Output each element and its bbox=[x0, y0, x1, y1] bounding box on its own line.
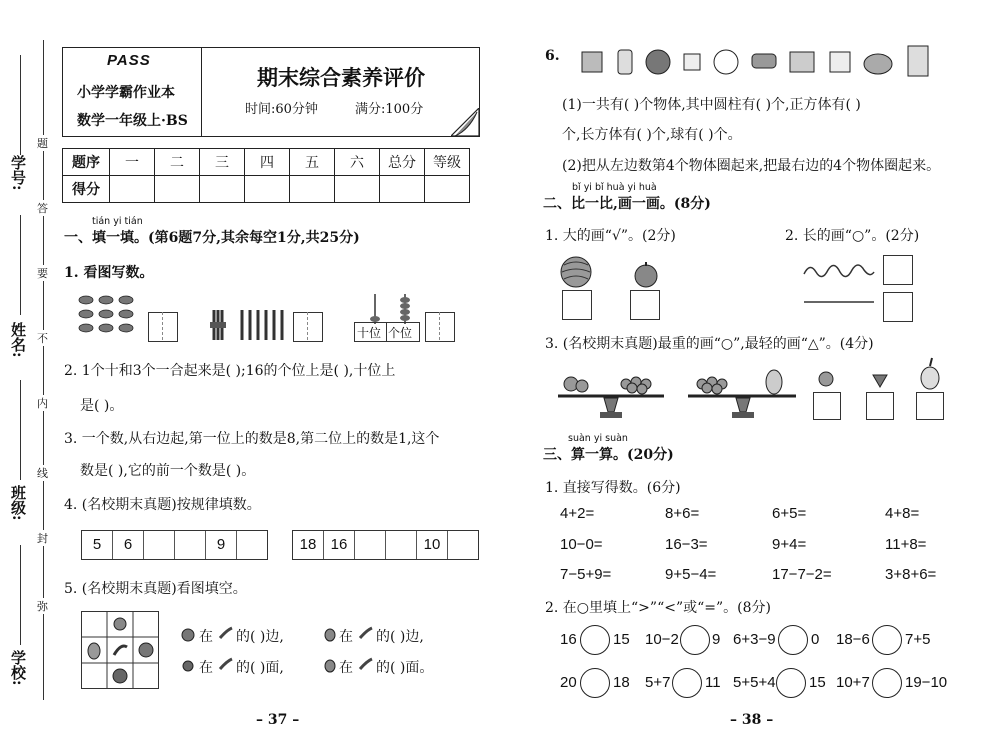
objects-row bbox=[578, 44, 938, 80]
id-write-line[interactable] bbox=[20, 55, 21, 155]
page-number-left: – 37 – bbox=[256, 712, 300, 728]
card-divider bbox=[201, 48, 202, 136]
score-header: 三 bbox=[200, 149, 245, 176]
seq-cell[interactable] bbox=[237, 531, 267, 559]
s2-q3: 3. (名校期末真题)最重的画“○”,最轻的画“△”。(4分) bbox=[545, 336, 874, 352]
class-label: 班级: bbox=[9, 485, 27, 521]
seq-cell: 10 bbox=[417, 531, 448, 559]
cmp-left: 6+3−9 bbox=[733, 631, 776, 648]
pineapple-icon bbox=[322, 655, 338, 673]
score-cell[interactable] bbox=[200, 176, 245, 203]
seq-cell[interactable] bbox=[386, 531, 417, 559]
page-number-right: – 38 – bbox=[730, 712, 774, 728]
cmp-left: 5+7 bbox=[645, 674, 671, 691]
cmp-right: 7+5 bbox=[905, 631, 931, 648]
section2-title: 二、比一比,画一画。(8分) bbox=[543, 196, 711, 212]
abacus-divider bbox=[386, 323, 387, 341]
calc-item: 10−0= bbox=[560, 536, 603, 553]
banana-icon bbox=[357, 626, 375, 642]
score-header: 五 bbox=[290, 149, 335, 176]
balance-scale-2 bbox=[686, 360, 798, 422]
fruit-grid bbox=[81, 611, 159, 689]
seal-char: 要 bbox=[37, 267, 48, 280]
strawberry-icon bbox=[870, 370, 890, 388]
calc-item: 4+2= bbox=[560, 505, 595, 522]
apple-icon bbox=[180, 626, 196, 642]
q5-text: 在 bbox=[199, 660, 213, 676]
calc-item: 8+6= bbox=[665, 505, 700, 522]
score-cell[interactable] bbox=[425, 176, 470, 203]
section2-pinyin: bǐ yi bǐ huà yi huà bbox=[572, 182, 657, 193]
calc-item: 3+8+6= bbox=[885, 566, 937, 583]
score-cell[interactable] bbox=[110, 176, 155, 203]
q5-text: 在 bbox=[199, 629, 213, 645]
cmp-right: 18 bbox=[613, 674, 630, 691]
school-write-line[interactable] bbox=[20, 545, 21, 645]
answer-box[interactable] bbox=[916, 392, 944, 420]
watermelon-icon bbox=[558, 255, 594, 289]
seq-cell[interactable] bbox=[144, 531, 175, 559]
q3-text-line2: 数是( ),它的前一个数是( )。 bbox=[80, 463, 256, 479]
compare-circle[interactable] bbox=[680, 625, 710, 655]
answer-box[interactable] bbox=[148, 312, 178, 342]
seq-cell: 18 bbox=[293, 531, 324, 559]
calc-item: 16−3= bbox=[665, 536, 708, 553]
answer-box[interactable] bbox=[813, 392, 841, 420]
box-divider bbox=[307, 312, 308, 340]
place-ten-label: 十位 bbox=[357, 326, 382, 340]
cmp-right: 15 bbox=[613, 631, 630, 648]
cmp-right: 0 bbox=[811, 631, 820, 648]
calc-item: 7−5+9= bbox=[560, 566, 612, 583]
seal-char: 弥 bbox=[37, 600, 48, 613]
answer-box[interactable] bbox=[883, 255, 913, 285]
exam-time: 时间:60分钟 bbox=[245, 102, 318, 117]
seq-cell: 9 bbox=[206, 531, 237, 559]
q6-part1-line1: (1)一共有( )个物体,其中圆柱有( )个,正方体有( ) bbox=[562, 97, 861, 113]
seq-cell: 5 bbox=[82, 531, 113, 559]
s2-q1: 1. 大的画“√”。(2分) bbox=[545, 228, 676, 244]
seq-cell[interactable] bbox=[175, 531, 206, 559]
seq-cell: 16 bbox=[324, 531, 355, 559]
q5-text: 的( )边, bbox=[376, 629, 424, 645]
lines-icon bbox=[802, 260, 878, 310]
score-cell[interactable] bbox=[155, 176, 200, 203]
sticks-icon bbox=[208, 308, 298, 342]
student-id-label: 学号: bbox=[9, 155, 27, 191]
q5-text: 的( )面。 bbox=[376, 660, 434, 676]
pear-icon bbox=[918, 356, 942, 390]
seal-char: 答 bbox=[37, 202, 48, 215]
cmp-left: 18−6 bbox=[836, 631, 870, 648]
q5-text: 的( )面, bbox=[236, 660, 284, 676]
school-label: 学校: bbox=[9, 650, 27, 686]
class-write-line[interactable] bbox=[20, 380, 21, 480]
sequence-1 bbox=[81, 530, 268, 560]
q4-text: 4. (名校期末真题)按规律填数。 bbox=[64, 497, 261, 513]
subject-name: 数学一年级上·BS bbox=[77, 113, 188, 129]
compare-circle[interactable] bbox=[872, 668, 902, 698]
calc-item: 6+5= bbox=[772, 505, 807, 522]
answer-box[interactable] bbox=[293, 312, 323, 342]
compare-circle[interactable] bbox=[580, 668, 610, 698]
cmp-right: 11 bbox=[705, 674, 721, 691]
compare-circle[interactable] bbox=[872, 625, 902, 655]
score-row-label: 得分 bbox=[63, 176, 110, 203]
q6-part1-line2: 个,长方体有( )个,球有( )个。 bbox=[562, 127, 742, 143]
score-header: 题序 bbox=[63, 149, 110, 176]
exam-full-score: 满分:100分 bbox=[355, 102, 424, 117]
q2-text-line2: 是( )。 bbox=[80, 398, 124, 414]
s2-q2: 2. 长的画“○”。(2分) bbox=[785, 228, 920, 244]
section3-title: 三、算一算。(20分) bbox=[543, 447, 674, 463]
calc-item: 9+5−4= bbox=[665, 566, 717, 583]
seal-char: 封 bbox=[37, 532, 48, 545]
s3-q1: 1. 直接写得数。(6分) bbox=[545, 480, 681, 496]
calc-item: 11+8= bbox=[885, 536, 927, 553]
balance-scale-1 bbox=[556, 368, 666, 422]
exam-title: 期末综合素养评价 bbox=[257, 65, 425, 90]
cmp-left: 10−2 bbox=[645, 631, 679, 648]
calc-item: 9+4= bbox=[772, 536, 807, 553]
cmp-right: 19−10 bbox=[905, 674, 948, 691]
q6-part2: (2)把从左边数第4个物体圈起来,把最右边的4个物体圈起来。 bbox=[562, 158, 941, 174]
banana-icon bbox=[217, 657, 235, 673]
answer-box[interactable] bbox=[562, 290, 592, 320]
banana-icon bbox=[357, 657, 375, 673]
score-cell[interactable] bbox=[335, 176, 380, 203]
box-divider bbox=[439, 312, 440, 340]
score-header: 等级 bbox=[425, 149, 470, 176]
box-divider bbox=[162, 312, 163, 340]
cmp-left: 10+7 bbox=[836, 674, 870, 691]
calc-item: 4+8= bbox=[885, 505, 920, 522]
section1-title: 一、填一填。(第6题7分,其余每空1分,共25分) bbox=[64, 230, 360, 246]
answer-box[interactable] bbox=[630, 290, 660, 320]
place-one-label: 个位 bbox=[388, 326, 413, 340]
header-card bbox=[62, 47, 480, 137]
q5-text: 的( )边, bbox=[236, 629, 284, 645]
fish-group-icon bbox=[78, 294, 148, 338]
sequence-2 bbox=[292, 530, 479, 560]
score-cell[interactable] bbox=[290, 176, 335, 203]
series-name: 小学学霸作业本 bbox=[77, 85, 175, 101]
seq-cell[interactable] bbox=[355, 531, 386, 559]
s3-q2: 2. 在○里填上“>”“<”或“=”。(8分) bbox=[545, 600, 771, 616]
section1-pinyin: tián yi tián bbox=[92, 216, 143, 227]
seal-char: 内 bbox=[37, 397, 48, 410]
name-label: 姓名: bbox=[9, 322, 27, 358]
cmp-left: 5+5+4 bbox=[733, 674, 776, 691]
apple-icon bbox=[632, 260, 660, 288]
answer-box[interactable] bbox=[883, 292, 913, 322]
cmp-right: 15 bbox=[809, 674, 826, 691]
banana-icon bbox=[217, 626, 235, 642]
name-write-line[interactable] bbox=[20, 215, 21, 315]
q5-text: 5. (名校期末真题)看图填空。 bbox=[64, 581, 247, 597]
seal-char: 线 bbox=[37, 467, 48, 480]
q3-text-line1: 3. 一个数,从右边起,第一位上的数是8,第二位上的数是1,这个 bbox=[64, 431, 440, 447]
page-curl-icon bbox=[451, 108, 481, 138]
seq-cell: 6 bbox=[113, 531, 144, 559]
compare-circle[interactable] bbox=[580, 625, 610, 655]
compare-circle[interactable] bbox=[776, 668, 806, 698]
score-header: 一 bbox=[110, 149, 155, 176]
seal-char: 题 bbox=[37, 137, 48, 150]
peach-icon bbox=[180, 657, 196, 673]
peach-icon bbox=[816, 368, 836, 388]
seq-cell[interactable] bbox=[448, 531, 478, 559]
abacus-base bbox=[354, 322, 420, 342]
section3-pinyin: suàn yi suàn bbox=[568, 433, 628, 444]
cmp-left: 20 bbox=[560, 674, 577, 691]
q6-number: 6. bbox=[545, 48, 560, 64]
score-cell[interactable] bbox=[380, 176, 425, 203]
score-header: 二 bbox=[155, 149, 200, 176]
score-header: 总分 bbox=[380, 149, 425, 176]
pineapple-icon bbox=[322, 624, 338, 642]
cmp-right: 9 bbox=[712, 631, 721, 648]
q5-text: 在 bbox=[339, 629, 353, 645]
compare-circle[interactable] bbox=[672, 668, 702, 698]
calc-item: 17−7−2= bbox=[772, 566, 832, 583]
q1-text: 1. 看图写数。 bbox=[64, 265, 154, 281]
q5-text: 在 bbox=[339, 660, 353, 676]
cmp-left: 16 bbox=[560, 631, 577, 648]
q2-text-line1: 2. 1个十和3个一合起来是( );16的个位上是( ),十位上 bbox=[64, 363, 396, 379]
score-header: 四 bbox=[245, 149, 290, 176]
score-cell[interactable] bbox=[245, 176, 290, 203]
answer-box[interactable] bbox=[425, 312, 455, 342]
pass-logo: PASS bbox=[107, 52, 151, 69]
answer-box[interactable] bbox=[866, 392, 894, 420]
compare-circle[interactable] bbox=[778, 625, 808, 655]
score-header: 六 bbox=[335, 149, 380, 176]
seal-char: 不 bbox=[37, 332, 48, 345]
score-table bbox=[62, 148, 470, 203]
abacus-icon bbox=[360, 294, 420, 324]
